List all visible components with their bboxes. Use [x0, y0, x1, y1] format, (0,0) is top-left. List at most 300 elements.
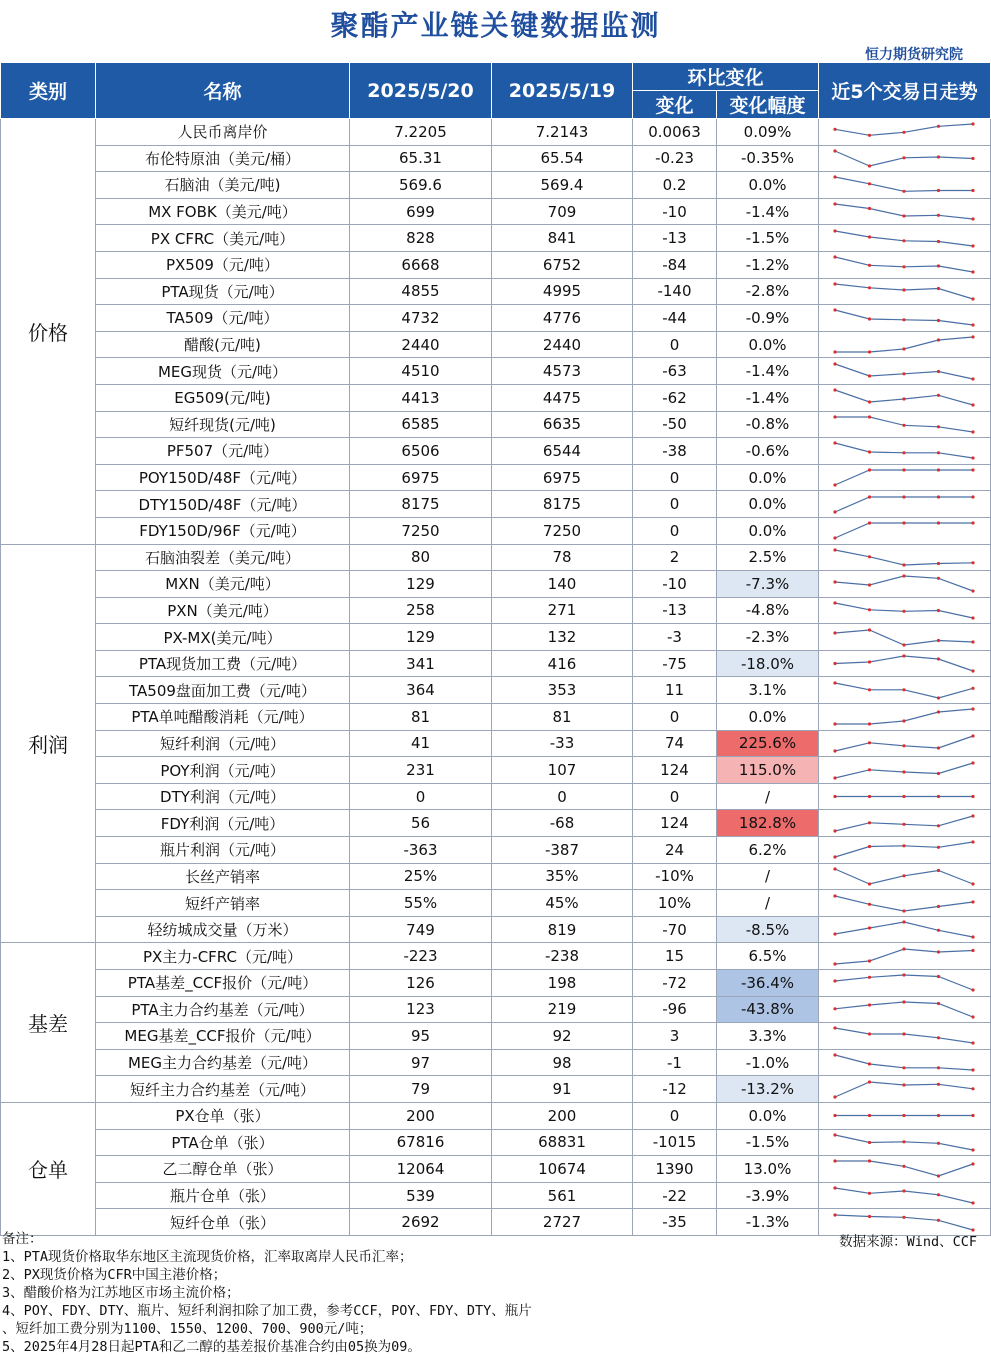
- value-date1-cell: 699: [350, 198, 492, 225]
- value-date2-cell: 81: [492, 704, 633, 731]
- name-cell: DTY利润（元/吨）: [96, 783, 350, 810]
- value-date2-cell: 132: [492, 624, 633, 651]
- trend-sparkline: [819, 146, 989, 171]
- trend-point: [902, 770, 905, 773]
- trend-point: [937, 795, 940, 798]
- trend-point: [902, 974, 905, 977]
- trend-point: [833, 1053, 836, 1056]
- table-row: [1, 704, 991, 731]
- trend-sparkline: [819, 465, 989, 490]
- trend-sparkline-cell: [819, 491, 991, 518]
- value-date2-cell: 200: [492, 1102, 633, 1129]
- value-date2-cell: 353: [492, 677, 633, 704]
- table-row: [1, 491, 991, 518]
- change-pct-cell: -1.0%: [717, 1049, 819, 1076]
- trend-sparkline: [819, 1050, 989, 1075]
- change-pct-cell: -1.4%: [717, 198, 819, 225]
- name-cell: PXN（美元/吨）: [96, 597, 350, 624]
- trend-point: [971, 686, 974, 689]
- name-cell: MEG现货（元/吨）: [96, 358, 350, 385]
- change-pct-cell: -3.9%: [717, 1182, 819, 1209]
- trend-sparkline-cell: [819, 863, 991, 890]
- name-cell: TA509（元/吨）: [96, 305, 350, 332]
- trend-point: [902, 1000, 905, 1003]
- value-date2-cell: 140: [492, 571, 633, 598]
- trend-point: [902, 1066, 905, 1069]
- trend-point: [833, 662, 836, 665]
- trend-point: [902, 1189, 905, 1192]
- change-cell: -63: [633, 358, 717, 385]
- trend-point: [868, 183, 871, 186]
- trend-point: [902, 610, 905, 613]
- name-cell: 短纤利润（元/吨）: [96, 730, 350, 757]
- trend-point: [868, 451, 871, 454]
- value-date2-cell: -238: [492, 943, 633, 970]
- trend-point: [971, 271, 974, 274]
- trend-point: [833, 256, 836, 259]
- trend-point: [971, 522, 974, 525]
- value-date2-cell: 6544: [492, 438, 633, 465]
- trend-sparkline-cell: [819, 1182, 991, 1209]
- name-cell: MX FOBK（美元/吨）: [96, 198, 350, 225]
- category-cell: 利润: [1, 544, 96, 943]
- trend-point: [971, 457, 974, 460]
- trend-point: [833, 149, 836, 152]
- trend-point: [868, 768, 871, 771]
- trend-point: [868, 976, 871, 979]
- trend-point: [833, 867, 836, 870]
- name-cell: DTY150D/48F（元/吨）: [96, 491, 350, 518]
- trend-point: [868, 286, 871, 289]
- change-cell: -13: [633, 225, 717, 252]
- trend-sparkline-cell: [819, 1023, 991, 1050]
- change-pct-cell: 182.8%: [717, 810, 819, 837]
- trend-point: [937, 1066, 940, 1069]
- data-source: 数据来源：Wind、CCF: [839, 1234, 977, 1250]
- trend-sparkline: [819, 704, 989, 729]
- value-date1-cell: 41: [350, 730, 492, 757]
- value-date2-cell: 91: [492, 1076, 633, 1103]
- value-date2-cell: -387: [492, 837, 633, 864]
- trend-point: [833, 537, 836, 540]
- change-pct-cell: 225.6%: [717, 730, 819, 757]
- change-pct-cell: 0.0%: [717, 704, 819, 731]
- change-pct-cell: -2.3%: [717, 624, 819, 651]
- table-row: [1, 145, 991, 172]
- name-cell: FDY利润（元/吨）: [96, 810, 350, 837]
- trend-line: [835, 470, 973, 485]
- table-row: [1, 1076, 991, 1103]
- trend-point: [833, 933, 836, 936]
- change-pct-cell: -18.0%: [717, 650, 819, 677]
- trend-point: [902, 1165, 905, 1168]
- trend-point: [833, 1027, 836, 1030]
- table-row: [1, 278, 991, 305]
- change-pct-cell: -2.8%: [717, 278, 819, 305]
- change-pct-cell: -8.5%: [717, 916, 819, 943]
- trend-point: [868, 959, 871, 962]
- name-cell: PTA基差_CCF报价（元/吨）: [96, 970, 350, 997]
- value-date1-cell: 12064: [350, 1156, 492, 1183]
- trend-point: [868, 264, 871, 267]
- trend-point: [937, 1082, 940, 1085]
- value-date2-cell: 107: [492, 757, 633, 784]
- trend-sparkline: [819, 811, 989, 836]
- value-date2-cell: 4573: [492, 358, 633, 385]
- value-date1-cell: 126: [350, 970, 492, 997]
- trend-point: [868, 415, 871, 418]
- trend-point: [868, 207, 871, 210]
- trend-sparkline-cell: [819, 757, 991, 784]
- change-cell: -44: [633, 305, 717, 332]
- value-date1-cell: 6506: [350, 438, 492, 465]
- trend-sparkline: [819, 438, 989, 463]
- header-change-pct: 变化幅度: [717, 91, 819, 119]
- institute-label: 恒力期货研究院: [865, 47, 963, 63]
- trend-point: [868, 1062, 871, 1065]
- change-cell: -13: [633, 597, 717, 624]
- trend-point: [833, 601, 836, 604]
- change-pct-cell: /: [717, 890, 819, 917]
- note-line: 、短纤加工费分别为1100、1550、1200、700、900元/吨；: [2, 1321, 373, 1337]
- value-date1-cell: 231: [350, 757, 492, 784]
- table-row: [1, 305, 991, 332]
- trend-point: [868, 795, 871, 798]
- report-title: 聚酯产业链关键数据监测: [330, 9, 661, 42]
- value-date1-cell: 2692: [350, 1209, 492, 1236]
- table-row: [1, 677, 991, 704]
- note-line: 1、PTA现货价格取华东地区主流现货价格，汇率取离岸人民币汇率；: [2, 1249, 413, 1265]
- table-row: [1, 1182, 991, 1209]
- table-row: [1, 916, 991, 943]
- trend-point: [971, 561, 974, 564]
- value-date1-cell: 123: [350, 996, 492, 1023]
- change-pct-cell: 0.0%: [717, 491, 819, 518]
- trend-sparkline: [819, 305, 989, 330]
- trend-point: [937, 125, 940, 128]
- trend-point: [937, 904, 940, 907]
- trend-sparkline: [819, 758, 989, 783]
- trend-sparkline-cell: [819, 464, 991, 491]
- trend-point: [833, 202, 836, 205]
- name-cell: POY150D/48F（元/吨）: [96, 464, 350, 491]
- trend-sparkline: [819, 784, 989, 809]
- table-row: [1, 438, 991, 465]
- trend-point: [868, 350, 871, 353]
- value-date1-cell: 341: [350, 650, 492, 677]
- change-pct-cell: -1.5%: [717, 225, 819, 252]
- trend-point: [868, 468, 871, 471]
- value-date1-cell: 97: [350, 1049, 492, 1076]
- trend-point: [902, 190, 905, 193]
- trend-point: [971, 1068, 974, 1071]
- trend-point: [833, 795, 836, 798]
- trend-point: [937, 495, 940, 498]
- trend-point: [937, 746, 940, 749]
- trend-sparkline-cell: [819, 225, 991, 252]
- trend-point: [937, 425, 940, 428]
- trend-point: [833, 962, 836, 965]
- trend-point: [868, 688, 871, 691]
- value-date1-cell: 4510: [350, 358, 492, 385]
- trend-line: [835, 736, 973, 751]
- change-cell: -10: [633, 571, 717, 598]
- trend-point: [868, 584, 871, 587]
- table-row: [1, 172, 991, 199]
- change-cell: 0.0063: [633, 119, 717, 146]
- value-date2-cell: 271: [492, 597, 633, 624]
- name-cell: FDY150D/96F（元/吨）: [96, 517, 350, 544]
- trend-sparkline: [819, 731, 989, 756]
- trend-point: [833, 510, 836, 513]
- trend-line: [835, 630, 973, 645]
- value-date1-cell: -363: [350, 837, 492, 864]
- trend-point: [868, 522, 871, 525]
- value-date1-cell: 25%: [350, 863, 492, 890]
- category-cell: 基差: [1, 943, 96, 1103]
- trend-point: [868, 555, 871, 558]
- name-cell: MEG基差_CCF报价（元/吨）: [96, 1023, 350, 1050]
- trend-sparkline-cell: [819, 172, 991, 199]
- trend-point: [902, 845, 905, 848]
- trend-point: [902, 744, 905, 747]
- value-date1-cell: 258: [350, 597, 492, 624]
- trend-sparkline-cell: [819, 943, 991, 970]
- table-row: [1, 1102, 991, 1129]
- table-row: [1, 384, 991, 411]
- value-date2-cell: 7.2143: [492, 119, 633, 146]
- trend-sparkline-cell: [819, 783, 991, 810]
- trend-point: [868, 661, 871, 664]
- table-row: [1, 783, 991, 810]
- trend-point: [937, 189, 940, 192]
- name-cell: PTA现货加工费（元/吨）: [96, 650, 350, 677]
- value-date2-cell: 561: [492, 1182, 633, 1209]
- trend-point: [971, 900, 974, 903]
- trend-sparkline-cell: [819, 358, 991, 385]
- change-pct-cell: 2.5%: [717, 544, 819, 571]
- value-date2-cell: 68831: [492, 1129, 633, 1156]
- trend-sparkline: [819, 412, 989, 437]
- trend-sparkline: [819, 1130, 989, 1155]
- change-cell: 3: [633, 1023, 717, 1050]
- trend-line: [835, 310, 973, 325]
- change-pct-cell: -13.2%: [717, 1076, 819, 1103]
- trend-point: [902, 239, 905, 242]
- change-cell: -96: [633, 996, 717, 1023]
- trend-point: [833, 548, 836, 551]
- trend-sparkline-cell: [819, 1049, 991, 1076]
- trend-sparkline: [819, 1156, 989, 1181]
- change-cell: 1390: [633, 1156, 717, 1183]
- trend-sparkline-cell: [819, 677, 991, 704]
- change-pct-cell: -0.9%: [717, 305, 819, 332]
- trend-point: [902, 398, 905, 401]
- trend-point: [833, 581, 836, 584]
- name-cell: PX主力-CFRC（元/吨）: [96, 943, 350, 970]
- name-cell: TA509盘面加工费（元/吨）: [96, 677, 350, 704]
- trend-point: [868, 902, 871, 905]
- change-cell: -10%: [633, 863, 717, 890]
- trend-point: [937, 214, 940, 217]
- trend-point: [902, 522, 905, 525]
- trend-point: [971, 297, 974, 300]
- name-cell: 短纤现货(元/吨): [96, 411, 350, 438]
- trend-sparkline-cell: [819, 650, 991, 677]
- trend-point: [833, 829, 836, 832]
- trend-sparkline: [819, 944, 989, 969]
- value-date2-cell: 6975: [492, 464, 633, 491]
- trend-point: [971, 882, 974, 885]
- trend-point: [833, 631, 836, 634]
- name-cell: 醋酸(元/吨): [96, 331, 350, 358]
- value-date1-cell: 7.2205: [350, 119, 492, 146]
- trend-point: [868, 882, 871, 885]
- trend-point: [902, 319, 905, 322]
- change-cell: 0: [633, 491, 717, 518]
- table-row: [1, 810, 991, 837]
- trend-point: [833, 128, 836, 131]
- change-cell: 124: [633, 810, 717, 837]
- value-date2-cell: 78: [492, 544, 633, 571]
- trend-sparkline: [819, 226, 989, 251]
- trend-line: [835, 177, 973, 191]
- trend-point: [902, 688, 905, 691]
- change-pct-cell: -43.8%: [717, 996, 819, 1023]
- change-cell: 0: [633, 517, 717, 544]
- name-cell: PX仓单（张）: [96, 1102, 350, 1129]
- trend-point: [971, 377, 974, 380]
- table-row: [1, 1156, 991, 1183]
- name-cell: PX-MX(美元/吨）: [96, 624, 350, 651]
- trend-line: [835, 656, 973, 671]
- name-cell: PTA现货（元/吨）: [96, 278, 350, 305]
- change-pct-cell: /: [717, 783, 819, 810]
- table-row: [1, 517, 991, 544]
- trend-point: [937, 562, 940, 565]
- trend-point: [937, 452, 940, 455]
- trend-point: [971, 936, 974, 939]
- change-cell: -3: [633, 624, 717, 651]
- name-cell: PTA单吨醋酸消耗（元/吨）: [96, 704, 350, 731]
- table-row: [1, 597, 991, 624]
- trend-point: [833, 483, 836, 486]
- trend-point: [902, 347, 905, 350]
- trend-point: [833, 723, 836, 726]
- table-row: [1, 571, 991, 598]
- trend-sparkline: [819, 332, 989, 357]
- trend-sparkline-cell: [819, 597, 991, 624]
- trend-sparkline: [819, 1183, 989, 1208]
- trend-point: [868, 821, 871, 824]
- name-cell: EG509(元/吨): [96, 384, 350, 411]
- trend-point: [971, 335, 974, 338]
- trend-sparkline: [819, 625, 989, 650]
- trend-point: [902, 495, 905, 498]
- value-date2-cell: 7250: [492, 517, 633, 544]
- value-date1-cell: 4855: [350, 278, 492, 305]
- trend-point: [833, 282, 836, 285]
- change-pct-cell: -0.8%: [717, 411, 819, 438]
- trend-line: [835, 576, 973, 591]
- table-row: [1, 624, 991, 651]
- trend-sparkline: [819, 997, 989, 1022]
- trend-sparkline: [819, 492, 989, 517]
- table-body: [1, 119, 991, 1236]
- value-date1-cell: 0: [350, 783, 492, 810]
- trend-line: [835, 497, 973, 512]
- trend-point: [937, 319, 940, 322]
- trend-point: [971, 1148, 974, 1151]
- name-cell: POY利润（元/吨）: [96, 757, 350, 784]
- name-cell: 人民币离岸价: [96, 119, 350, 146]
- change-pct-cell: 0.0%: [717, 517, 819, 544]
- trend-point: [971, 495, 974, 498]
- trend-point: [902, 720, 905, 723]
- change-cell: 0: [633, 783, 717, 810]
- trend-point: [902, 1083, 905, 1086]
- trend-point: [868, 1141, 871, 1144]
- trend-point: [937, 240, 940, 243]
- trend-point: [971, 157, 974, 160]
- trend-point: [937, 577, 940, 580]
- table-row: [1, 331, 991, 358]
- trend-point: [902, 1033, 905, 1036]
- value-date1-cell: -223: [350, 943, 492, 970]
- trend-point: [937, 975, 940, 978]
- trend-point: [971, 217, 974, 220]
- name-cell: MXN（美元/吨）: [96, 571, 350, 598]
- trend-point: [937, 1114, 940, 1117]
- value-date2-cell: 819: [492, 916, 633, 943]
- value-date2-cell: 92: [492, 1023, 633, 1050]
- value-date1-cell: 569.6: [350, 172, 492, 199]
- table-row: [1, 757, 991, 784]
- trend-sparkline-cell: [819, 1156, 991, 1183]
- name-cell: 石脑油裂差（美元/吨）: [96, 544, 350, 571]
- value-date2-cell: 8175: [492, 491, 633, 518]
- trend-point: [868, 318, 871, 321]
- change-pct-cell: -36.4%: [717, 970, 819, 997]
- trend-point: [937, 1193, 940, 1196]
- change-cell: 0: [633, 1102, 717, 1129]
- trend-sparkline-cell: [819, 198, 991, 225]
- trend-point: [833, 1133, 836, 1136]
- trend-point: [902, 921, 905, 924]
- name-cell: 瓶片利润（元/吨）: [96, 837, 350, 864]
- table-row: [1, 358, 991, 385]
- table-row: [1, 251, 991, 278]
- trend-point: [937, 711, 940, 714]
- trend-point: [833, 1213, 836, 1216]
- trend-point: [868, 1160, 871, 1163]
- trend-sparkline-cell: [819, 278, 991, 305]
- name-cell: 短纤主力合约基差（元/吨）: [96, 1076, 350, 1103]
- value-date2-cell: 569.4: [492, 172, 633, 199]
- trend-point: [971, 814, 974, 817]
- change-pct-cell: 0.09%: [717, 119, 819, 146]
- trend-sparkline-cell: [819, 1102, 991, 1129]
- change-pct-cell: -7.3%: [717, 571, 819, 598]
- table-row: [1, 411, 991, 438]
- trend-sparkline: [819, 678, 989, 703]
- trend-point: [833, 362, 836, 365]
- note-line: 2、PX现货价格为CFR中国主港价格；: [2, 1267, 227, 1283]
- trend-point: [902, 563, 905, 566]
- trend-point: [937, 929, 940, 932]
- value-date2-cell: 2440: [492, 331, 633, 358]
- change-cell: 11: [633, 677, 717, 704]
